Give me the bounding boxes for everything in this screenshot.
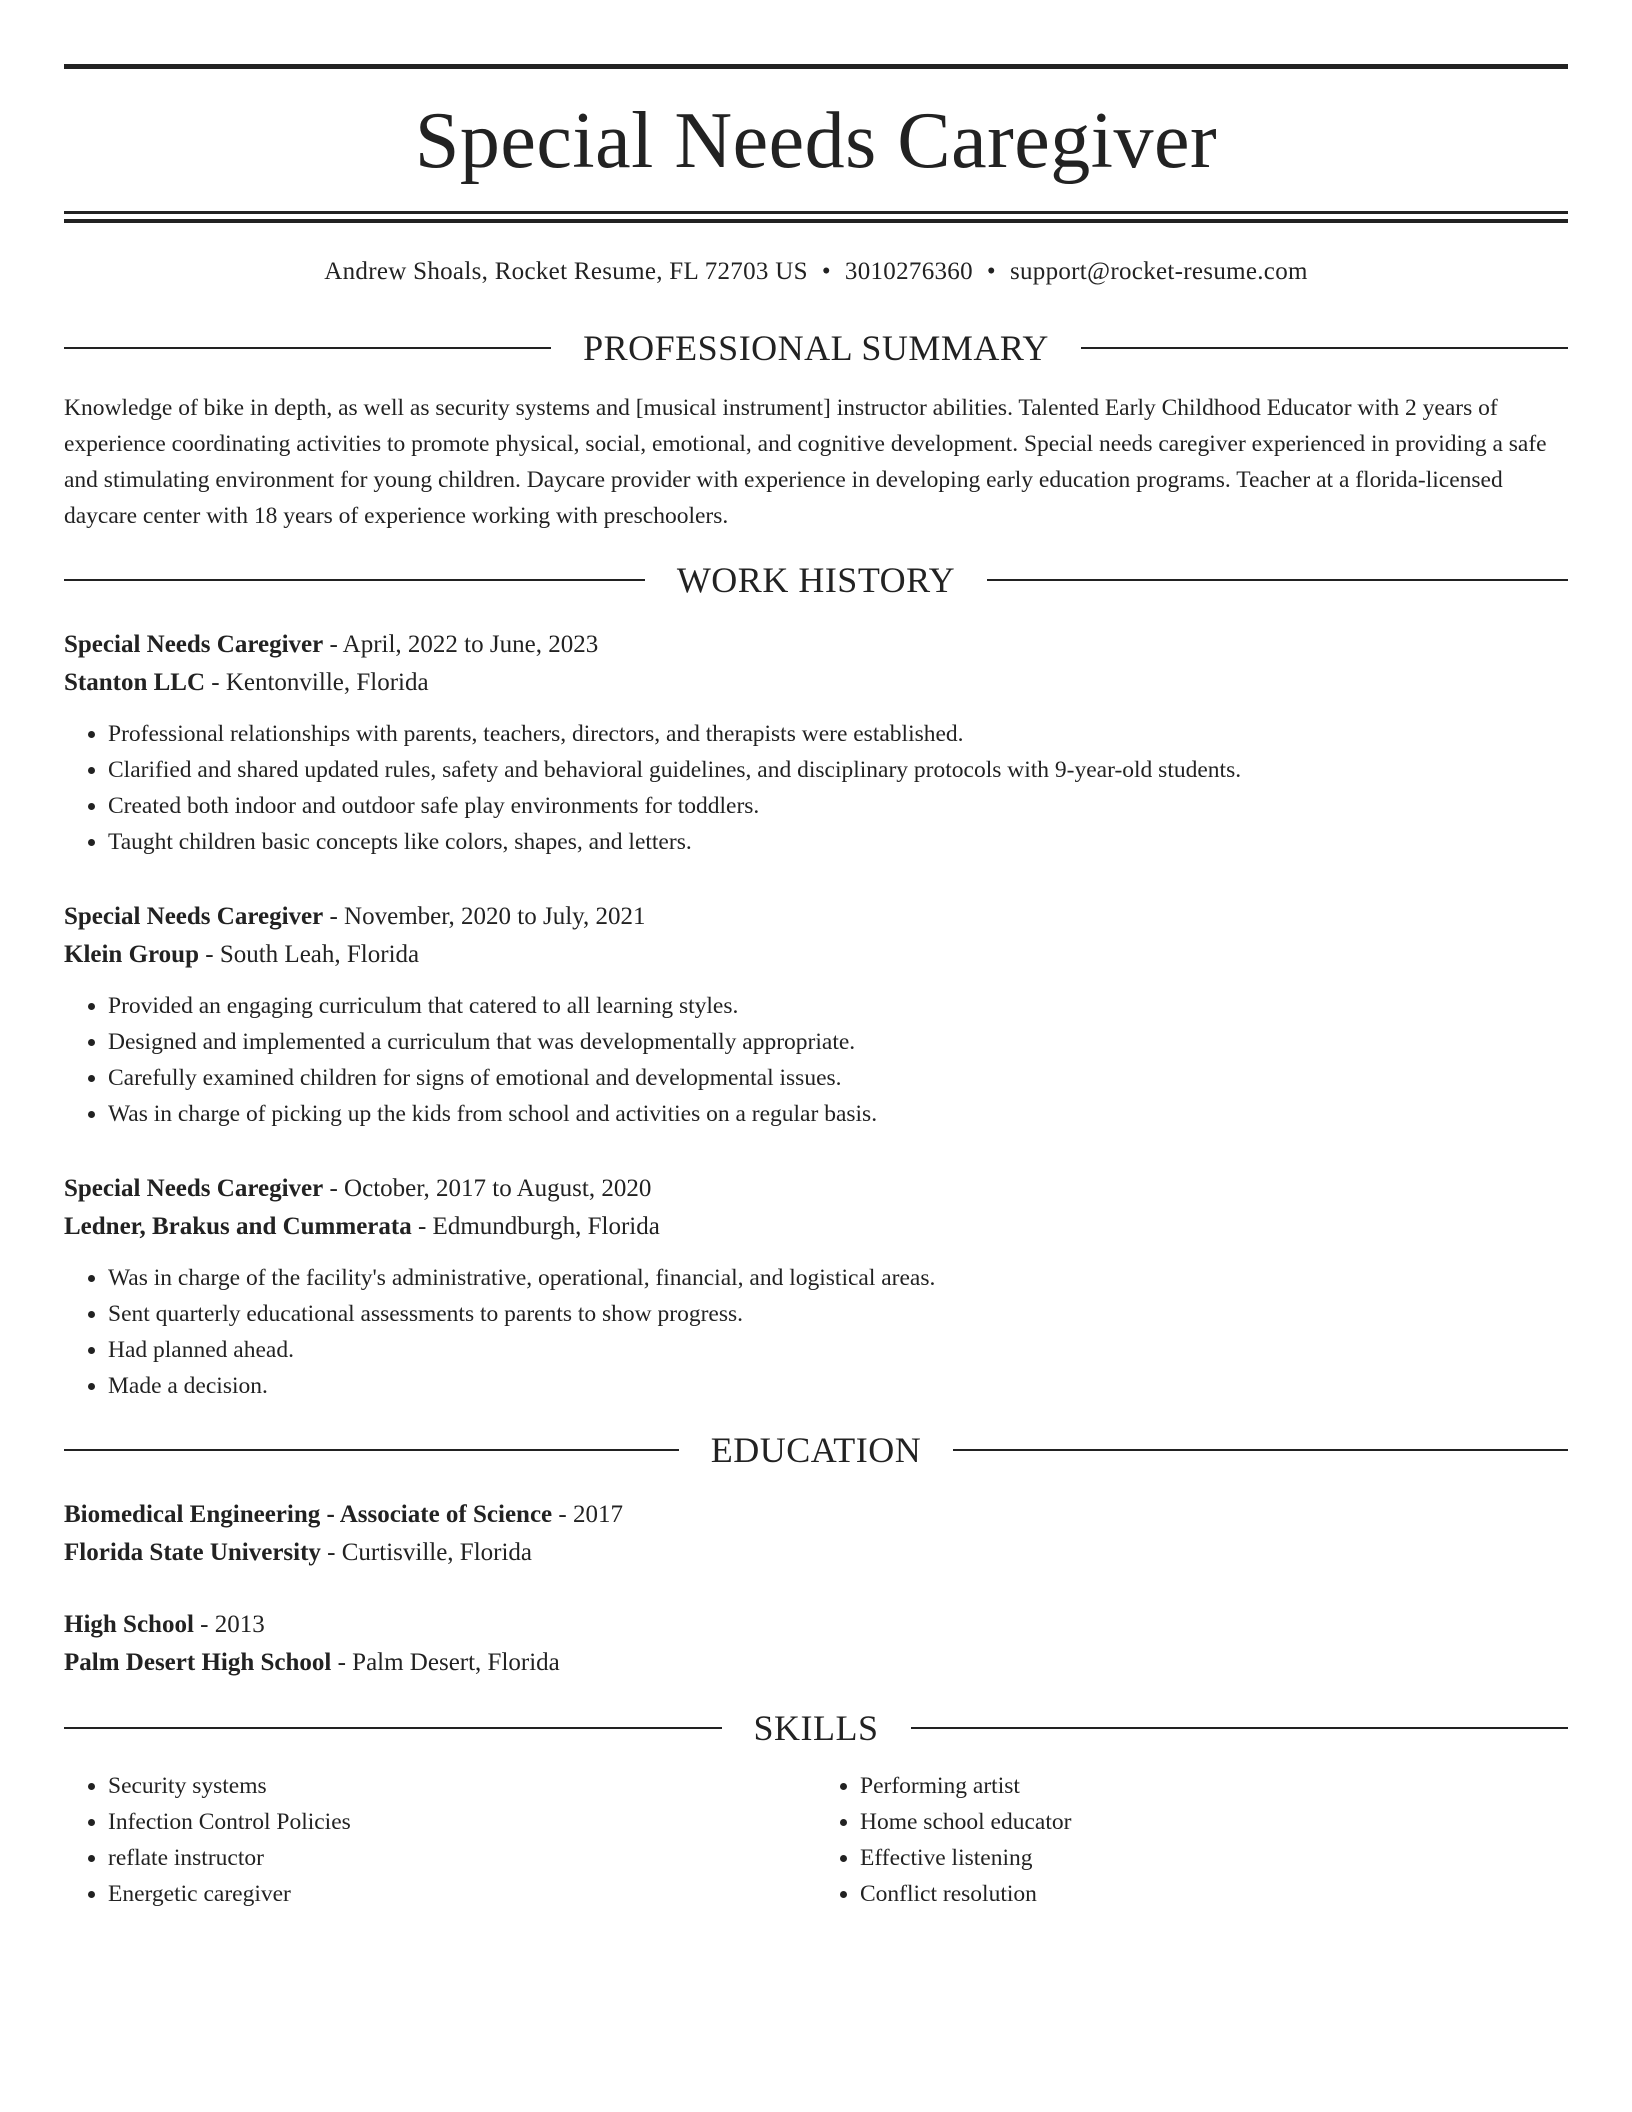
contact-phone: 3010276360 — [844, 258, 973, 285]
heading-rule-left — [64, 347, 551, 349]
skill-item: • Home school educator — [860, 1804, 1568, 1840]
job-bullet: • Sent quarterly educational assessments to parents to show progress. — [108, 1296, 1568, 1332]
education-entry — [64, 1496, 1568, 1572]
skills-columns — [64, 1768, 1568, 1912]
education-section-heading — [64, 1430, 1568, 1470]
job-bullet: • Taught children basic concepts like colors, shapes, and letters. — [108, 824, 1568, 860]
job-bullet: • Created both indoor and outdoor safe play environments for toddlers. — [108, 788, 1568, 824]
resume-title: Special Needs Caregiver — [414, 97, 1218, 185]
skills-section-heading — [64, 1708, 1568, 1748]
contact-email: support@rocket-resume.com — [1009, 258, 1308, 285]
skill-item: • Energetic caregiver — [108, 1876, 816, 1912]
heading-rule-right — [953, 1449, 1568, 1451]
job-bullets — [64, 716, 1568, 860]
job-location: - South Leah, Florida — [199, 941, 420, 968]
job-company: Klein Group — [64, 941, 199, 968]
education-school-line — [64, 1534, 1568, 1572]
skills-heading-label: SKILLS — [753, 1708, 879, 1748]
skills-left-column — [64, 1768, 816, 1912]
skill-item: • Conflict resolution — [860, 1876, 1568, 1912]
education-degree-line — [64, 1496, 1568, 1534]
skill-item: • Performing artist — [860, 1768, 1568, 1804]
job-location: - Kentonville, Florida — [205, 669, 429, 696]
skill-item: • Security systems — [108, 1768, 816, 1804]
education-location: - Palm Desert, Florida — [331, 1649, 560, 1676]
job-bullet: • Carefully examined children for signs of emotional and developmental issues. — [108, 1060, 1568, 1096]
education-school: Florida State University — [64, 1539, 321, 1566]
job-bullet: • Made a decision. — [108, 1368, 1568, 1404]
job-location: - Edmundburgh, Florida — [411, 1213, 660, 1240]
education-heading-label: EDUCATION — [710, 1430, 922, 1470]
job-title-line — [64, 626, 1568, 664]
summary-heading-label: PROFESSIONAL SUMMARY — [583, 328, 1049, 368]
heading-rule-right — [1081, 347, 1568, 349]
skill-item: • reflate instructor — [108, 1840, 816, 1876]
job-bullet: • Was in charge of picking up the kids from school and activities on a regular basis. — [108, 1096, 1568, 1132]
job-dates: - April, 2022 to June, 2023 — [323, 631, 599, 658]
education-school-line — [64, 1644, 1568, 1682]
job-dates: - November, 2020 to July, 2021 — [323, 903, 646, 930]
education-degree-line — [64, 1606, 1568, 1644]
summary-text: Knowledge of bike in depth, as well as security systems and [musical instrument] instructor abilities. Talented Early Childhood Educator with 2 years of experience coordinating activities to promote physical, social, emotional, and cognitive development. Special needs caregiver experienced in providing a safe and stimulating environment for young children. Daycare provider with experience in developing early education programs. Teacher at a florida-licensed daycare center with 18 years of experience working with preschoolers. — [64, 395, 1547, 529]
contact-address: Andrew Shoals, Rocket Resume, FL 72703 US — [324, 258, 808, 285]
job-title: Special Needs Caregiver — [64, 631, 324, 658]
job-title: Special Needs Caregiver — [64, 903, 324, 930]
job-company: Ledner, Brakus and Cummerata — [64, 1213, 412, 1240]
heading-rule-left — [64, 579, 645, 581]
skill-item: • Infection Control Policies — [108, 1804, 816, 1840]
education-school: Palm Desert High School — [64, 1649, 332, 1676]
work-section-heading — [64, 560, 1568, 600]
job-bullet: • Was in charge of the facility's administrative, operational, financial, and logistical areas. — [108, 1260, 1568, 1296]
job-bullet: • Clarified and shared updated rules, safety and behavioral guidelines, and disciplinary protocols with 9-year-old students. — [108, 752, 1568, 788]
job-company-line — [64, 664, 1568, 702]
job-entry — [64, 1170, 1568, 1404]
top-rule — [64, 64, 1568, 69]
job-entry — [64, 898, 1568, 1132]
job-bullet: • Had planned ahead. — [108, 1332, 1568, 1368]
heading-rule-right — [987, 579, 1568, 581]
job-bullets — [64, 1260, 1568, 1404]
job-title: Special Needs Caregiver — [64, 1175, 324, 1202]
job-bullet: • Designed and implemented a curriculum that was developmentally appropriate. — [108, 1024, 1568, 1060]
education-location: - Curtisville, Florida — [320, 1539, 533, 1566]
job-bullets — [64, 988, 1568, 1132]
contact-line — [64, 259, 1568, 284]
education-entry — [64, 1606, 1568, 1682]
education-degree: High School — [64, 1611, 194, 1638]
job-title-line — [64, 1170, 1568, 1208]
job-title-line — [64, 898, 1568, 936]
job-company-line — [64, 936, 1568, 974]
education-degree: Biomedical Engineering - Associate of Science — [64, 1501, 553, 1528]
title-double-rule — [64, 211, 1568, 223]
contact-separator: • — [821, 258, 831, 285]
heading-rule-left — [64, 1727, 722, 1729]
skills-right-column — [816, 1768, 1568, 1912]
summary-section-heading — [64, 328, 1568, 368]
job-company: Stanton LLC — [64, 669, 206, 696]
contact-separator: • — [986, 258, 996, 285]
heading-rule-right — [911, 1727, 1569, 1729]
job-bullet: • Provided an engaging curriculum that catered to all learning styles. — [108, 988, 1568, 1024]
skill-item: • Effective listening — [860, 1840, 1568, 1876]
heading-rule-left — [64, 1449, 679, 1451]
education-year: - 2017 — [552, 1501, 623, 1528]
job-entry — [64, 626, 1568, 860]
education-year: - 2013 — [193, 1611, 265, 1638]
job-dates: - October, 2017 to August, 2020 — [323, 1175, 652, 1202]
work-heading-label: WORK HISTORY — [676, 560, 956, 600]
job-company-line — [64, 1208, 1568, 1246]
job-bullet: • Professional relationships with parents, teachers, directors, and therapists were established. — [108, 716, 1568, 752]
